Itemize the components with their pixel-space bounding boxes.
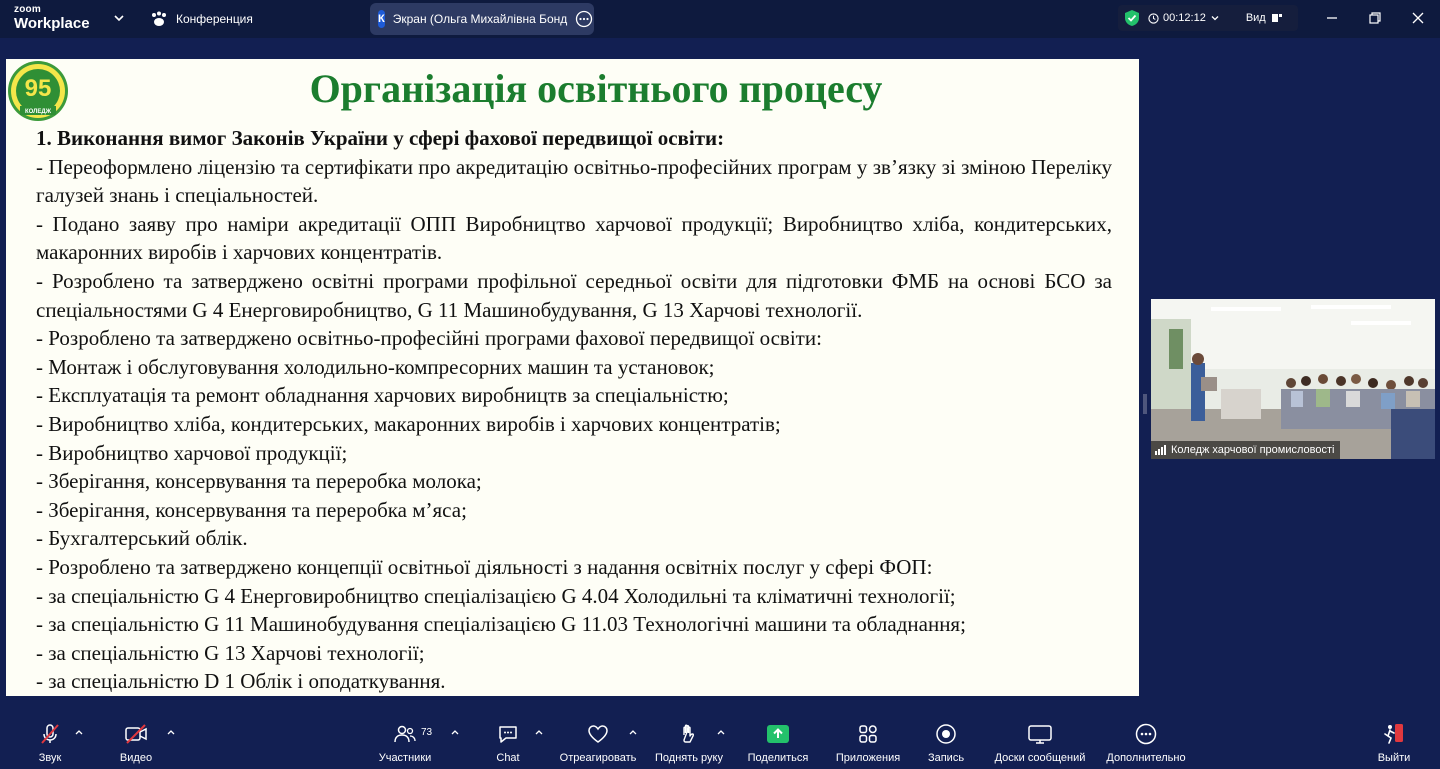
apps-button[interactable] xyxy=(832,720,904,766)
participants-options-caret-icon[interactable] xyxy=(450,728,460,736)
react-options-caret-icon[interactable] xyxy=(628,728,638,736)
video-options-caret-icon[interactable] xyxy=(166,728,176,736)
more-button[interactable] xyxy=(1102,720,1190,766)
raise-hand-options-caret-icon[interactable] xyxy=(716,728,726,736)
more-options-icon[interactable] xyxy=(575,10,593,28)
chat-button[interactable] xyxy=(488,720,528,766)
program-item: - Розроблено та затверджено концепції освітньої діяльності з надання освітніх послуг у сфері ФОП: xyxy=(36,554,933,579)
view-label: Вид xyxy=(1245,12,1266,24)
whiteboard-icon xyxy=(1027,722,1053,746)
chevron-down-icon[interactable] xyxy=(112,11,126,25)
program-item: - за спеціальністю G 4 Енерговиробництво спеціалізацією G 4.04 Холодильні та кліматичні технології; xyxy=(36,583,956,608)
conference-label: Конференция xyxy=(176,12,253,26)
shared-screen-slide xyxy=(6,59,1139,696)
chat-icon xyxy=(496,722,520,746)
raise-hand-label: Поднять руку xyxy=(655,752,723,764)
whiteboards-label: Доски сообщений xyxy=(994,752,1086,764)
program-item: - Виробництво харчової продукції; xyxy=(36,440,348,465)
react-button[interactable] xyxy=(558,720,638,766)
logo-number: 95 xyxy=(24,75,52,102)
slide-heading: 1. Виконання вимог Законів України у сфері фахової передвищої освіти: xyxy=(36,126,725,150)
clock-icon xyxy=(1148,13,1159,24)
close-icon[interactable] xyxy=(1408,8,1428,28)
camera-off-icon xyxy=(123,722,149,746)
view-menu[interactable] xyxy=(1246,12,1283,24)
record-icon xyxy=(934,722,958,746)
participant-video[interactable] xyxy=(1151,299,1435,459)
share-screen-tab[interactable] xyxy=(370,3,594,35)
logo-text: КОЛЕДЖ xyxy=(24,109,52,115)
share-screen-label: Экран (Ольга Михайлівна Бонд xyxy=(392,12,568,26)
timer-value: 00:12:12 xyxy=(1163,12,1206,24)
record-label: Запись xyxy=(927,752,965,764)
slide-paragraph: - Розроблено та затверджено освітні програми профільної середньої освіти для підготовки ФМБ на основі БСО за спеціальностями G 4 Енерговиробництво, G 11 Машинобудування, G 13 Харчові технології. xyxy=(36,268,1112,322)
audio-options-caret-icon[interactable] xyxy=(74,728,84,736)
share-button[interactable] xyxy=(744,720,812,766)
video-label: Видео xyxy=(119,752,153,764)
chat-options-caret-icon[interactable] xyxy=(534,728,544,736)
signal-strength-icon xyxy=(1155,445,1167,455)
more-icon xyxy=(1134,722,1158,746)
brand-bottom: Workplace xyxy=(14,15,90,32)
program-item: - Монтаж і обслуговування холодильно-компресорних машин та установок; xyxy=(36,354,715,379)
apps-icon xyxy=(856,722,880,746)
audio-button[interactable] xyxy=(30,720,70,766)
share-label: Поделиться xyxy=(747,752,809,764)
heart-icon xyxy=(586,722,610,746)
video-button[interactable] xyxy=(116,720,156,766)
program-item: - за спеціальністю G 11 Машинобудування спеціалізацією G 11.03 Технологічні машини та обладнання; xyxy=(36,612,966,637)
record-button[interactable] xyxy=(922,720,970,766)
chevron-down-icon xyxy=(1210,13,1220,23)
program-item: - Експлуатація та ремонт обладнання харчових виробництв за спеціальністю; xyxy=(36,383,729,408)
leave-icon xyxy=(1381,722,1407,746)
program-item: - Бухгалтерський облік. xyxy=(36,526,248,551)
apps-label: Приложения xyxy=(835,752,901,764)
program-item: - Виробництво хліба, кондитерських, макаронних виробів і харчових концентратів; xyxy=(36,411,781,436)
leave-button[interactable] xyxy=(1372,720,1416,766)
slide-body xyxy=(36,124,1112,696)
slide-paragraph: - Подано заяву про наміри акредитації ОПП Виробництво харчової продукції; Виробництво хліба, кондитерських, макаронних виробів і харчових концентратів. xyxy=(36,211,1112,265)
hand-icon xyxy=(677,722,701,746)
share-screen-icon xyxy=(766,724,790,744)
program-item: - за спеціальністю G 13 Харчові технології; xyxy=(36,640,425,665)
sharer-badge: К xyxy=(378,10,385,28)
meeting-status xyxy=(1118,5,1298,31)
leave-label: Выйти xyxy=(1377,752,1411,764)
program-item: - Зберігання, консервування та переробка м’яса; xyxy=(36,497,467,522)
meeting-toolbar xyxy=(0,712,1440,769)
video-feed-image xyxy=(1151,299,1435,459)
panel-resize-handle[interactable] xyxy=(1143,393,1147,415)
participants-label: Участники xyxy=(378,752,432,764)
minimize-icon[interactable] xyxy=(1322,8,1342,28)
restore-icon[interactable] xyxy=(1365,8,1385,28)
shield-check-icon[interactable] xyxy=(1124,9,1140,27)
meeting-timer[interactable] xyxy=(1148,12,1220,24)
conference-menu[interactable] xyxy=(150,10,253,28)
more-label: Дополнительно xyxy=(1106,752,1186,764)
participant-name: Коледж харчової промисловості xyxy=(1171,444,1335,456)
slide-paragraph: - Розроблено та затверджено освітньо-професійні програми фахової передвищої освіти: xyxy=(36,326,822,351)
title-bar xyxy=(0,0,1440,38)
program-item: - Зберігання, консервування та переробка молока; xyxy=(36,469,482,494)
participant-name-tag xyxy=(1151,441,1340,459)
microphone-muted-icon xyxy=(38,722,62,746)
react-label: Отреагировать xyxy=(559,752,637,764)
chat-label: Chat xyxy=(496,752,520,764)
paw-icon xyxy=(150,11,168,27)
program-item: - за спеціальністю D 1 Облік і оподаткування. xyxy=(36,669,446,694)
raise-hand-button[interactable] xyxy=(650,720,728,766)
brand-top: zoom xyxy=(14,4,41,15)
participants-count: 73 xyxy=(421,727,433,738)
slide-paragraph: - Переоформлено ліцензію та сертифікати про акредитацію освітньо-професійних програм у зв’язку зі зміною Переліку галузей знань і спеціальностей. xyxy=(36,154,1112,208)
participants-icon xyxy=(393,722,417,746)
layout-icon xyxy=(1271,12,1283,24)
whiteboards-button[interactable] xyxy=(988,720,1092,766)
audio-label: Звук xyxy=(38,752,62,764)
zoom-logo xyxy=(14,5,94,31)
slide-title: Організація освітнього процесу xyxy=(309,66,883,111)
